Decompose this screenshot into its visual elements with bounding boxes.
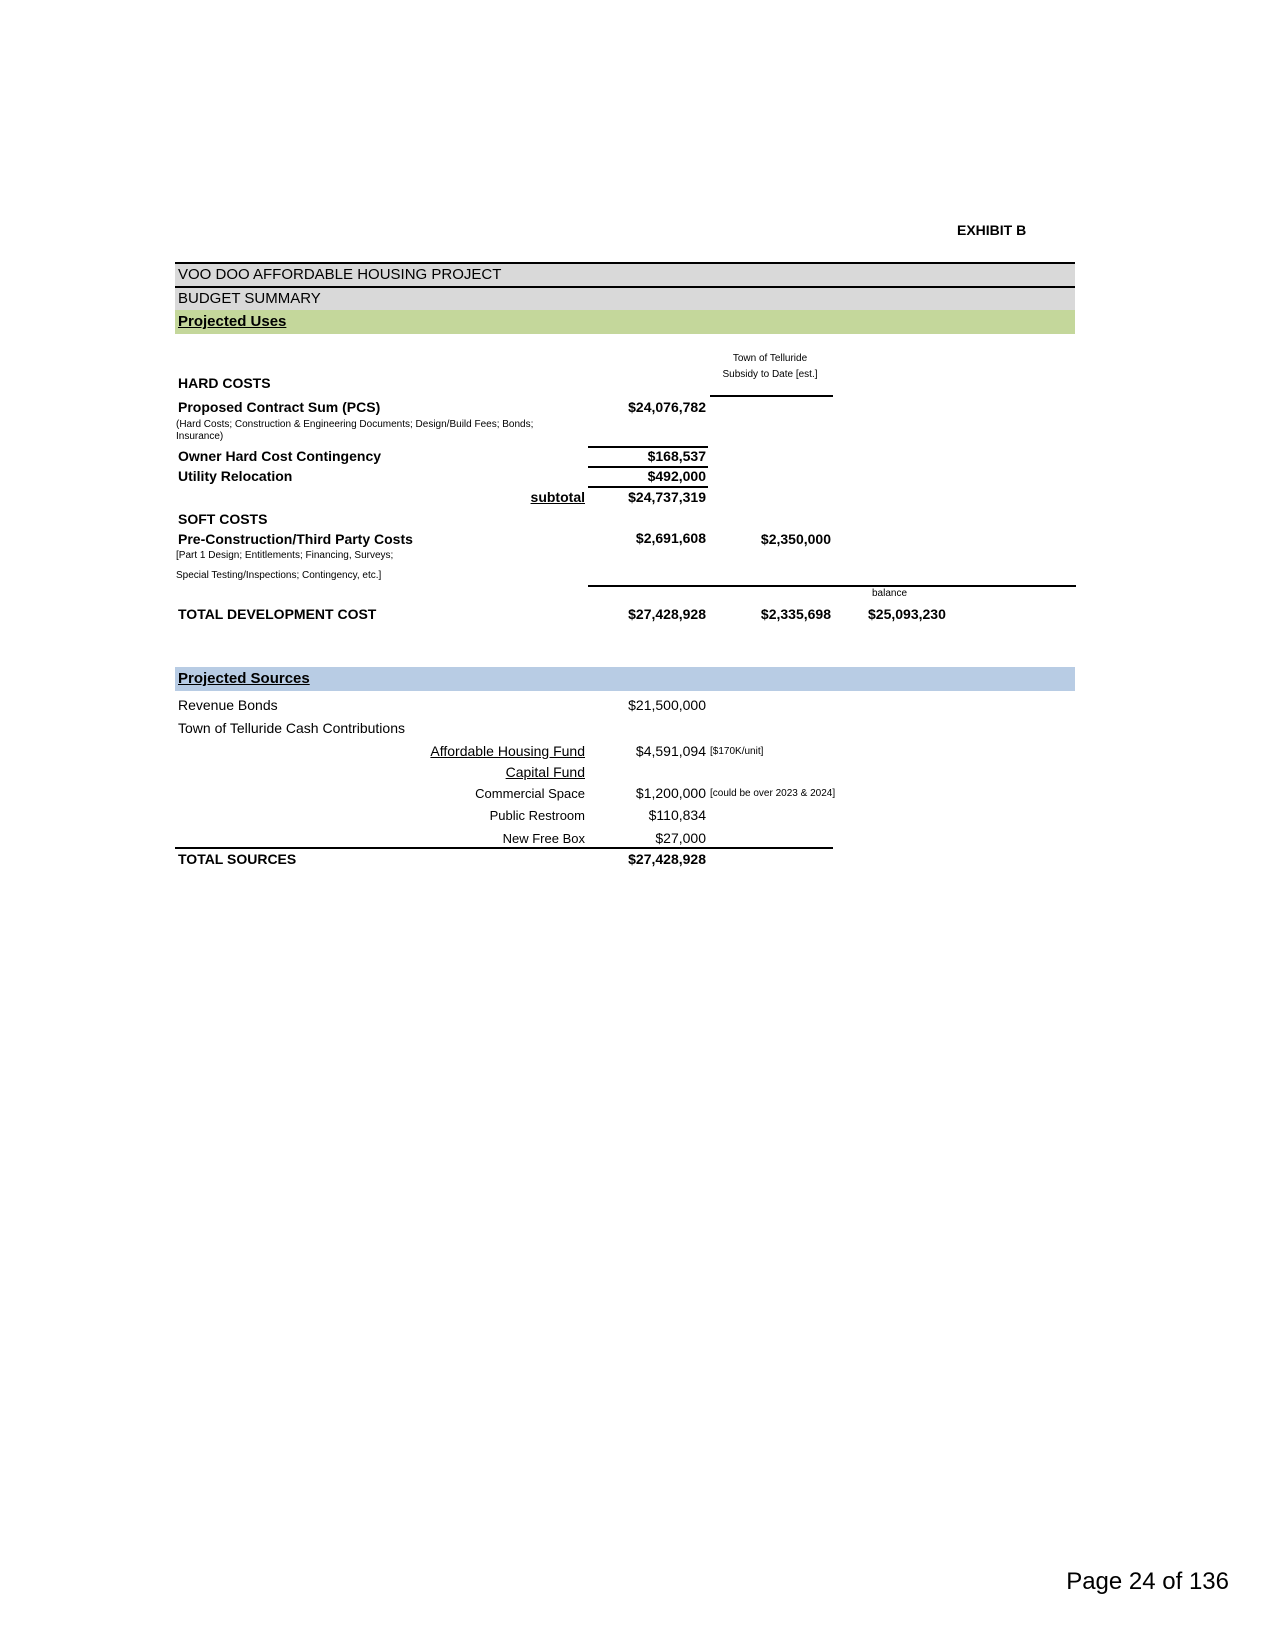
revenue-bonds-value: $21,500,000 bbox=[628, 697, 706, 713]
utility-label: Utility Relocation bbox=[178, 468, 293, 484]
project-title-band bbox=[175, 262, 1075, 286]
contingency-value: $168,537 bbox=[647, 448, 706, 464]
soft-costs-note-2: Special Testing/Inspections; Contingency, etc.] bbox=[176, 570, 382, 581]
budget-summary-band bbox=[175, 286, 1075, 310]
restroom-label: Public Restroom bbox=[489, 808, 585, 823]
utility-value: $492,000 bbox=[647, 468, 706, 484]
total-dev-label: TOTAL DEVELOPMENT COST bbox=[178, 606, 377, 622]
pcs-note-2: Insurance) bbox=[176, 431, 224, 442]
projected-sources-band bbox=[175, 667, 1075, 691]
pcs-value: $24,076,782 bbox=[628, 399, 706, 415]
capital-fund-label: Capital Fund bbox=[505, 764, 585, 780]
town-cash-label: Town of Telluride Cash Contributions bbox=[178, 720, 405, 736]
subtotal-value: $24,737,319 bbox=[628, 489, 706, 505]
total-sources-value: $27,428,928 bbox=[628, 851, 706, 867]
contingency-label: Owner Hard Cost Contingency bbox=[178, 448, 382, 464]
town-col-header-2: Subsidy to Date [est.] bbox=[722, 369, 818, 380]
freebox-value: $27,000 bbox=[655, 830, 706, 846]
total-sources-label: TOTAL SOURCES bbox=[178, 851, 297, 867]
freebox-label: New Free Box bbox=[502, 831, 585, 846]
ahf-value: $4,591,094 bbox=[635, 743, 706, 759]
soft-costs-heading: SOFT COSTS bbox=[178, 511, 268, 527]
total-sources-rule bbox=[175, 847, 833, 849]
commercial-note: [could be over 2023 & 2024] bbox=[710, 788, 836, 799]
soft-costs-note-1: [Part 1 Design; Entitlements; Financing, Surveys; bbox=[176, 550, 394, 561]
subtotal-label: subtotal bbox=[530, 489, 585, 505]
projected-uses-band bbox=[175, 310, 1075, 334]
soft-costs-label: Pre-Construction/Third Party Costs bbox=[178, 531, 413, 547]
revenue-bonds-label: Revenue Bonds bbox=[178, 697, 278, 713]
commercial-label: Commercial Space bbox=[475, 786, 585, 801]
total-dev-value: $27,428,928 bbox=[628, 606, 706, 622]
exhibit-label: EXHIBIT B bbox=[957, 222, 1027, 238]
ahf-note: [$170K/unit] bbox=[710, 746, 764, 757]
commercial-value: $1,200,000 bbox=[635, 785, 706, 801]
total-dev-rule bbox=[588, 585, 1076, 587]
restroom-value: $110,834 bbox=[648, 807, 706, 823]
ahf-label: Affordable Housing Fund bbox=[430, 743, 585, 759]
utility-rule-bottom bbox=[588, 486, 708, 488]
total-dev-town-value: $2,335,698 bbox=[760, 606, 831, 622]
project-title: VOO DOO AFFORDABLE HOUSING PROJECT bbox=[178, 266, 502, 283]
pcs-note-1: (Hard Costs; Construction & Engineering Documents; Design/Build Fees; Bonds; bbox=[176, 419, 534, 430]
projected-sources-header: Projected Sources bbox=[178, 670, 310, 687]
town-col-rule bbox=[710, 395, 833, 397]
pcs-label: Proposed Contract Sum (PCS) bbox=[178, 399, 381, 415]
soft-costs-value: $2,691,608 bbox=[635, 530, 706, 546]
projected-uses-header: Projected Uses bbox=[178, 313, 287, 330]
town-col-header-1: Town of Telluride bbox=[732, 353, 808, 364]
total-dev-balance-value: $25,093,230 bbox=[868, 606, 946, 622]
page-number: Page 24 of 136 bbox=[1066, 1568, 1229, 1595]
hard-costs-heading: HARD COSTS bbox=[178, 375, 271, 391]
balance-header: balance bbox=[872, 588, 908, 599]
budget-summary-title: BUDGET SUMMARY bbox=[178, 290, 321, 307]
soft-costs-town-value: $2,350,000 bbox=[760, 531, 831, 547]
